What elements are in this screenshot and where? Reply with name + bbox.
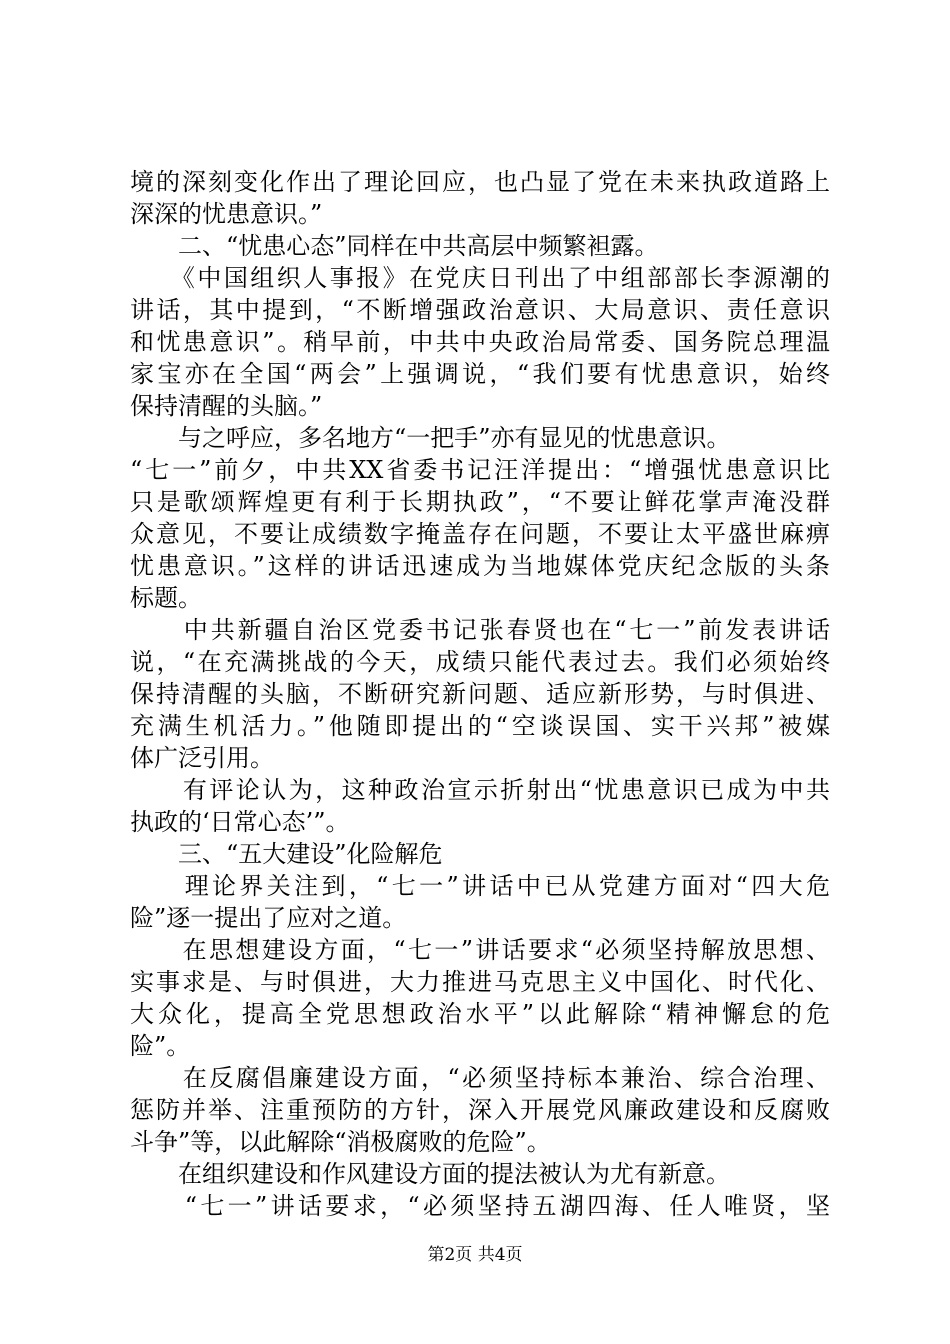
- text-line: 执政的‘日常心态’”。: [130, 808, 350, 836]
- text-line: 险”。: [130, 1032, 191, 1060]
- text-line: 说，“在充满挑战的今天，成绩只能代表过去。我们必须始终: [130, 648, 830, 676]
- text-line: 和忧患意识”。稍早前，中共中央政治局常委、国务院总理温: [130, 328, 830, 356]
- text-line: 众意见，不要让成绩数字掩盖存在问题，不要让太平盛世麻痹: [130, 520, 830, 548]
- text-line: 只是歌颂辉煌更有利于长期执政”，“不要让鲜花掌声淹没群: [130, 488, 830, 516]
- section-heading: 二、“忧患心态”同样在中共高层中频繁袒露。: [130, 232, 659, 260]
- body-text: [130, 166, 830, 1222]
- text-line: 讲话，其中提到，“不断增强政治意识、大局意识、责任意识: [130, 296, 830, 324]
- text-line: 《中国组织人事报》在党庆日刊出了中组部部长李源潮的: [130, 264, 830, 292]
- text-line: 标题。: [130, 584, 202, 612]
- text-line: 充满生机活力。”他随即提出的“空谈误国、实干兴邦”被媒: [130, 712, 830, 740]
- text-line: 与之呼应，多名地方“一把手”亦有显见的忧患意识。: [130, 424, 731, 452]
- text-line: 大众化，提高全党思想政治水平”以此解除“精神懈怠的危: [130, 1000, 830, 1028]
- text-line: 家宝亦在全国“两会”上强调说，“我们要有忧患意识，始终: [130, 360, 830, 388]
- text-line: 保持清醒的头脑。”: [130, 392, 323, 420]
- text-line: 斗争”等，以此解除“消极腐败的危险”。: [130, 1128, 551, 1156]
- text-line: 忧患意识。”这样的讲话迅速成为当地媒体党庆纪念版的头条: [130, 552, 830, 580]
- text-line: 实事求是、与时俱进，大力推进马克思主义中国化、时代化、: [130, 968, 830, 996]
- section-heading: 三、“五大建设”化险解危: [130, 840, 443, 868]
- text-line: “七一”讲话要求，“必须坚持五湖四海、任人唯贤，坚: [130, 1192, 830, 1220]
- text-line: 深深的忧患意识。”: [130, 200, 323, 228]
- text-line: 险”逐一提出了应对之道。: [130, 904, 407, 932]
- text-line: 有评论认为，这种政治宣示折射出“忧患意识已成为中共: [130, 776, 830, 804]
- text-line: 理论界关注到，“七一”讲话中已从党建方面对“四大危: [130, 872, 830, 900]
- text-line: 在组织建设和作风建设方面的提法被认为尤有新意。: [130, 1160, 730, 1188]
- text-line: 中共新疆自治区党委书记张春贤也在“七一”前发表讲话: [130, 616, 830, 644]
- text-line: 惩防并举、注重预防的方针，深入开展党风廉政建设和反腐败: [130, 1096, 830, 1124]
- text-line: 保持清醒的头脑，不断研究新问题、适应新形势，与时俱进、: [130, 680, 830, 708]
- text-line: 在思想建设方面，“七一”讲话要求“必须坚持解放思想、: [130, 936, 830, 964]
- text-line: “七一”前夕，中共XX省委书记汪洋提出：“增强忧患意识比: [130, 456, 830, 484]
- text-line: 体广泛引用。: [130, 744, 274, 772]
- page-number-footer: 第2页 共4页: [427, 1245, 523, 1265]
- text-line: 境的深刻变化作出了理论回应，也凸显了党在未来执政道路上: [130, 168, 830, 196]
- text-line: 在反腐倡廉建设方面，“必须坚持标本兼治、综合治理、: [130, 1064, 830, 1092]
